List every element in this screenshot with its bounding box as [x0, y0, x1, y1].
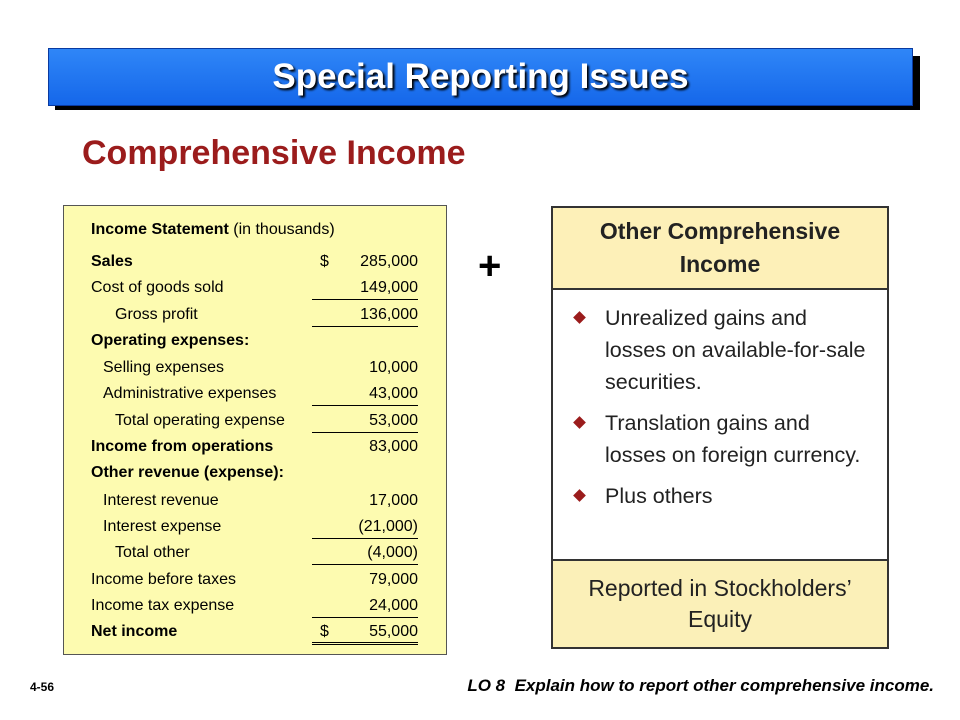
- table-row: [64, 276, 446, 300]
- page-number: 4-56: [30, 680, 55, 694]
- title-bar: [48, 48, 913, 106]
- oci-heading: Other Comprehensive Income: [553, 208, 887, 290]
- slide-title: Special Reporting Issues: [272, 57, 689, 96]
- row-amount: 149,000: [312, 279, 418, 300]
- income-statement-heading: [64, 218, 446, 242]
- row-label: Income before taxes: [91, 571, 236, 588]
- learning-objective: [467, 676, 934, 696]
- dollar-sign: $: [320, 253, 329, 270]
- oci-bullet-list: [571, 302, 871, 521]
- row-label: Selling expenses: [103, 359, 224, 376]
- table-row: [64, 620, 446, 644]
- row-label: Income from operations: [91, 438, 274, 455]
- heading-bold: Income Statement: [91, 221, 229, 238]
- row-label: Interest revenue: [103, 492, 219, 509]
- list-item: [571, 407, 871, 471]
- row-amount: 17,000: [369, 492, 418, 509]
- row-label: Interest expense: [103, 518, 222, 535]
- table-row: [64, 250, 446, 274]
- lo-prefix: LO 8: [467, 676, 506, 695]
- table-row: [64, 594, 446, 618]
- row-amount: 79,000: [369, 571, 418, 588]
- row-amount: 83,000: [369, 438, 418, 455]
- row-amount: 24,000: [312, 597, 418, 618]
- table-row: [64, 356, 446, 380]
- row-amount: $ 55,000: [312, 623, 418, 645]
- row-label: Total operating expense: [115, 412, 285, 429]
- row-label: Income tax expense: [91, 597, 235, 614]
- list-item: [571, 302, 871, 398]
- row-amount: 10,000: [369, 359, 418, 376]
- plus-sign: +: [478, 244, 502, 288]
- diamond-bullet-icon: [573, 489, 586, 502]
- row-amount: $ 285,000: [320, 253, 418, 270]
- table-row: [64, 489, 446, 513]
- dollar-sign: $: [320, 623, 329, 640]
- row-label: Gross profit: [115, 306, 198, 323]
- table-row: [64, 382, 446, 406]
- oci-footer: Reported in Stockholders’ Equity: [553, 559, 887, 647]
- row-label: Total other: [115, 544, 190, 561]
- table-row: [64, 541, 446, 565]
- row-label: Cost of goods sold: [91, 279, 224, 296]
- lo-text: Explain how to report other comprehensive income.: [514, 676, 934, 695]
- table-row: [64, 568, 446, 592]
- bullet-text: Translation gains and losses on foreign currency.: [605, 411, 861, 467]
- row-amount: 53,000: [312, 412, 418, 433]
- row-label: Net income: [91, 623, 178, 640]
- row-amount: 43,000: [312, 385, 418, 406]
- table-row: [64, 515, 446, 539]
- row-amount: (21,000): [312, 518, 418, 539]
- table-row: [64, 461, 446, 485]
- income-statement: [63, 205, 447, 655]
- diamond-bullet-icon: [573, 311, 586, 324]
- table-row: [64, 409, 446, 433]
- table-row: [64, 435, 446, 459]
- row-label: Other revenue (expense):: [91, 464, 284, 481]
- row-label: Operating expenses:: [91, 332, 250, 349]
- row-label: Administrative expenses: [103, 385, 277, 402]
- list-item: [571, 480, 871, 512]
- heading-units: (in thousands): [228, 221, 335, 238]
- bullet-text: Unrealized gains and losses on available-for-sale securities.: [605, 306, 866, 394]
- table-row: [64, 303, 446, 327]
- diamond-bullet-icon: [573, 416, 586, 429]
- bullet-text: Plus others: [605, 484, 713, 508]
- table-row: [64, 329, 446, 353]
- row-amount: (4,000): [312, 544, 418, 565]
- oci-box: [551, 206, 889, 649]
- row-amount: 136,000: [312, 306, 418, 327]
- row-label: Sales: [91, 253, 133, 270]
- slide-subtitle: Comprehensive Income: [82, 134, 466, 172]
